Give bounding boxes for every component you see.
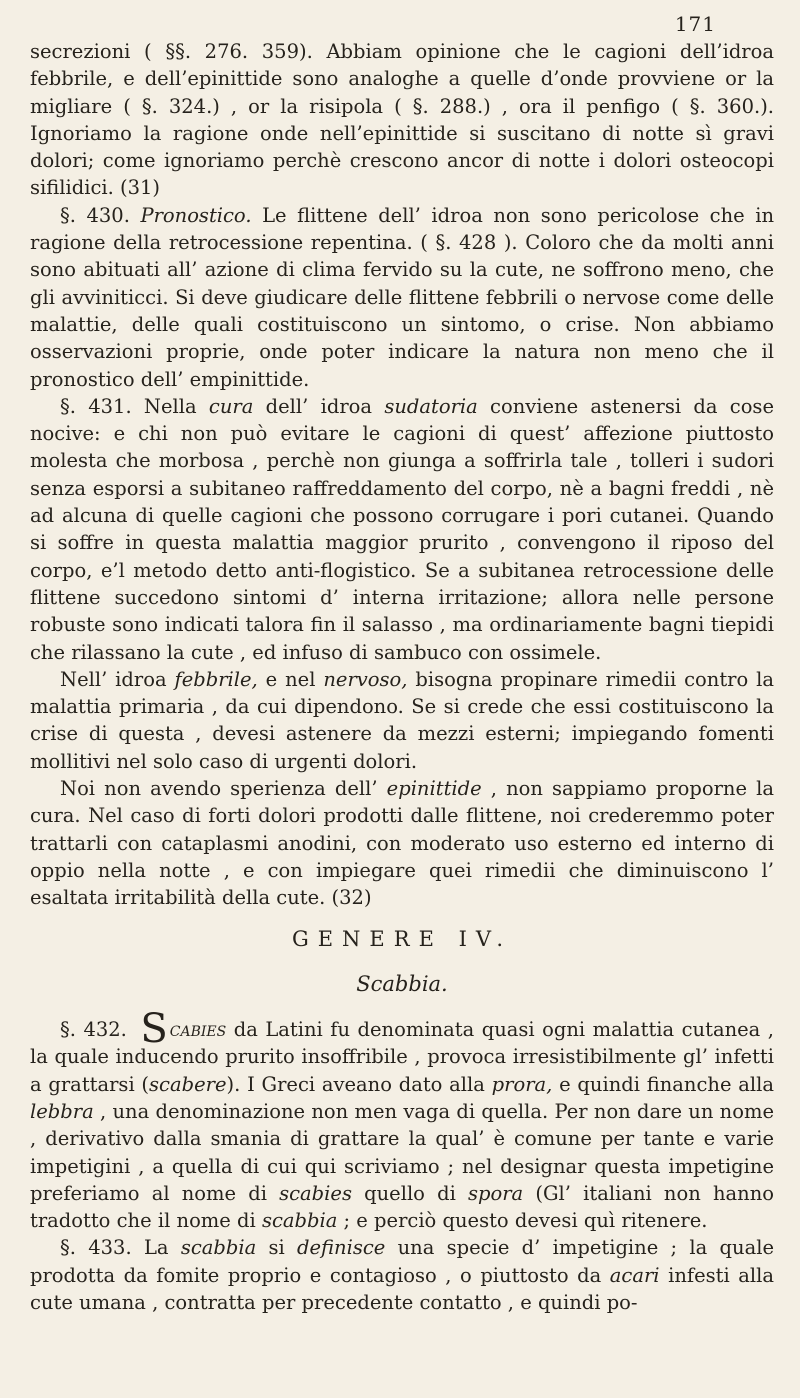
paragraph-p4: [30, 666, 774, 775]
page-text: [30, 38, 774, 1316]
text-segment: una specie d’ impetigine ; la quale prodotta da fomite proprio e contagioso , o piuttosto da: [30, 1236, 775, 1287]
text-segment: scabies: [279, 1181, 352, 1205]
text-segment: e quindi finanche alla: [552, 1072, 774, 1096]
text-segment: Nell’ idroa: [60, 667, 175, 691]
text-segment: e nel: [257, 667, 324, 691]
text-segment: acari: [609, 1263, 660, 1287]
text-segment: secrezioni ( §§. 276. 359). Abbiam opinione che le cagioni dell’idroa febbrile, e dell’epinittide sono analoghe a quelle d’onde provviene or la migliare ( §. 324.) , or la risipola ( §. 288.) , ora il penfigo ( §. 360.). Ignoriamo la ragione onde nell’epinittide si suscitano di notte sì gravi dolori; come ignoriamo perchè crescono ancor di notte i dolori osteocopi sifilidici. (31): [30, 40, 774, 200]
text-segment: §. 432.: [60, 1018, 135, 1042]
text-segment: Noi non avendo sperienza dell’: [60, 777, 387, 801]
text-segment: §. 433. La: [60, 1236, 181, 1260]
text-segment: nervoso,: [323, 667, 408, 691]
text-segment: da Latini fu denominata quasi ogni malattia cutanea , la quale inducendo prurito insoffribile , provoca irresistibilmente gl’ infetti a grattarsi (: [30, 1018, 774, 1096]
text-segment: lebbra: [30, 1099, 94, 1123]
text-segment: ). I Greci aveano dato alla: [226, 1072, 492, 1096]
genere-subtitle: Scabbia.: [356, 971, 448, 996]
text-segment: dell’ idroa: [253, 394, 385, 418]
text-segment: cabies: [169, 1018, 227, 1042]
text-segment: scabere: [149, 1072, 227, 1096]
paragraph-p1: [30, 38, 774, 202]
text-segment: , non sappiamo proporne la cura. Nel caso di forti dolori prodotti dalle flittene, noi crederemmo poter trattarli con cataplasmi anodini, con moderato uso esterno ed interno di oppio nella notte , e con impiegare quei rimedii che diminuiscono l’ esaltata irritabilità della cute. (32): [30, 777, 774, 910]
text-segment: Le flittene dell’ idroa non sono pericolose che in ragione della retrocessione repentina. ( §. 428 ). Coloro che da molti anni sono abituati all’ azione di clima fervido su la cute, ne soffrono meno, che gli avviniticci. Si deve giudicare delle flittene febbrili o nervose come delle malattie, delle quali costituiscono un sintomo, o crise. Non abbiamo osservazioni proprie, onde poter indicare la natura non meno che il pronostico dell’ empinittide.: [30, 203, 775, 391]
text-segment: Pronostico.: [140, 203, 252, 227]
text-segment: quello di: [351, 1181, 468, 1205]
paragraph-p7: [30, 1234, 774, 1316]
paragraph-p5: [30, 775, 774, 911]
text-segment: §. 430.: [60, 203, 141, 227]
text-segment: prora,: [491, 1072, 553, 1096]
paragraphs-after: [30, 1006, 775, 1316]
text-segment: scabbia: [261, 1209, 338, 1233]
paragraph-p6: [30, 1006, 774, 1234]
drop-cap: S: [140, 1006, 168, 1053]
text-segment: §. 431. Nella: [60, 394, 209, 418]
text-segment: bisogna propinare rimedii contro la malattia primaria , da cui dipendono. Se si crede che essi costituiscono la crise di questa , devesi astenere da mezzi esterni; impiegando fomenti mollitivi nel solo caso di urgenti dolori.: [30, 667, 774, 773]
text-segment: cura: [208, 394, 254, 418]
text-segment: scabbia: [180, 1236, 257, 1260]
paragraph-p3: [30, 393, 774, 666]
paragraphs-before: [30, 38, 774, 912]
text-segment: , una denominazione non men vaga di quella. Per non dare un nome , derivativo dalla smania di grattare la qual’ è comune per tante e varie impetigini , a quella di cui qui scriviamo ; nel designar questa impetigine preferiamo al nome di: [30, 1099, 774, 1205]
text-segment: definisce: [297, 1236, 386, 1260]
text-segment: sudatoria: [384, 394, 478, 418]
text-segment: si: [256, 1236, 298, 1260]
text-segment: (Gl’ italiani non hanno tradotto che il nome di: [30, 1181, 774, 1233]
page-number: 171: [674, 12, 716, 36]
genere-heading: GENERE IV.: [291, 926, 513, 951]
text-segment: spora: [468, 1181, 524, 1205]
text-segment: conviene astenersi da cose nocive: e chi non può evitare le cagioni di quest’ affezione piuttosto molesta che morbosa , perchè non giunga a soffrirla tale , tolleri i sudori senza esporsi a subitaneo raffreddamento del corpo, nè a bagni freddi , nè ad alcuna di quelle cagioni che possono corrugare i pori cutanei. Quando si soffre in questa malattia maggior prurito , convengono il riposo del corpo, e’l metodo detto anti-flogistico. Se a subitanea retrocessione delle flittene succedono sintomi d’ interna irritazione; allora nelle persone robuste sono indicati talora fin il salasso , ma ordinariamente bagni tiepidi che rilassano la cute , ed infuso di sambuco con ossimele.: [30, 394, 774, 664]
paragraph-p2: [30, 202, 774, 393]
text-segment: infesti alla cute umana , contratta per precedente contatto , e quindi po-: [30, 1263, 774, 1315]
text-segment: febbrile,: [174, 667, 258, 691]
text-segment: epinittide: [386, 777, 482, 801]
text-segment: ; e perciò questo devesi quì ritenere.: [337, 1209, 708, 1233]
